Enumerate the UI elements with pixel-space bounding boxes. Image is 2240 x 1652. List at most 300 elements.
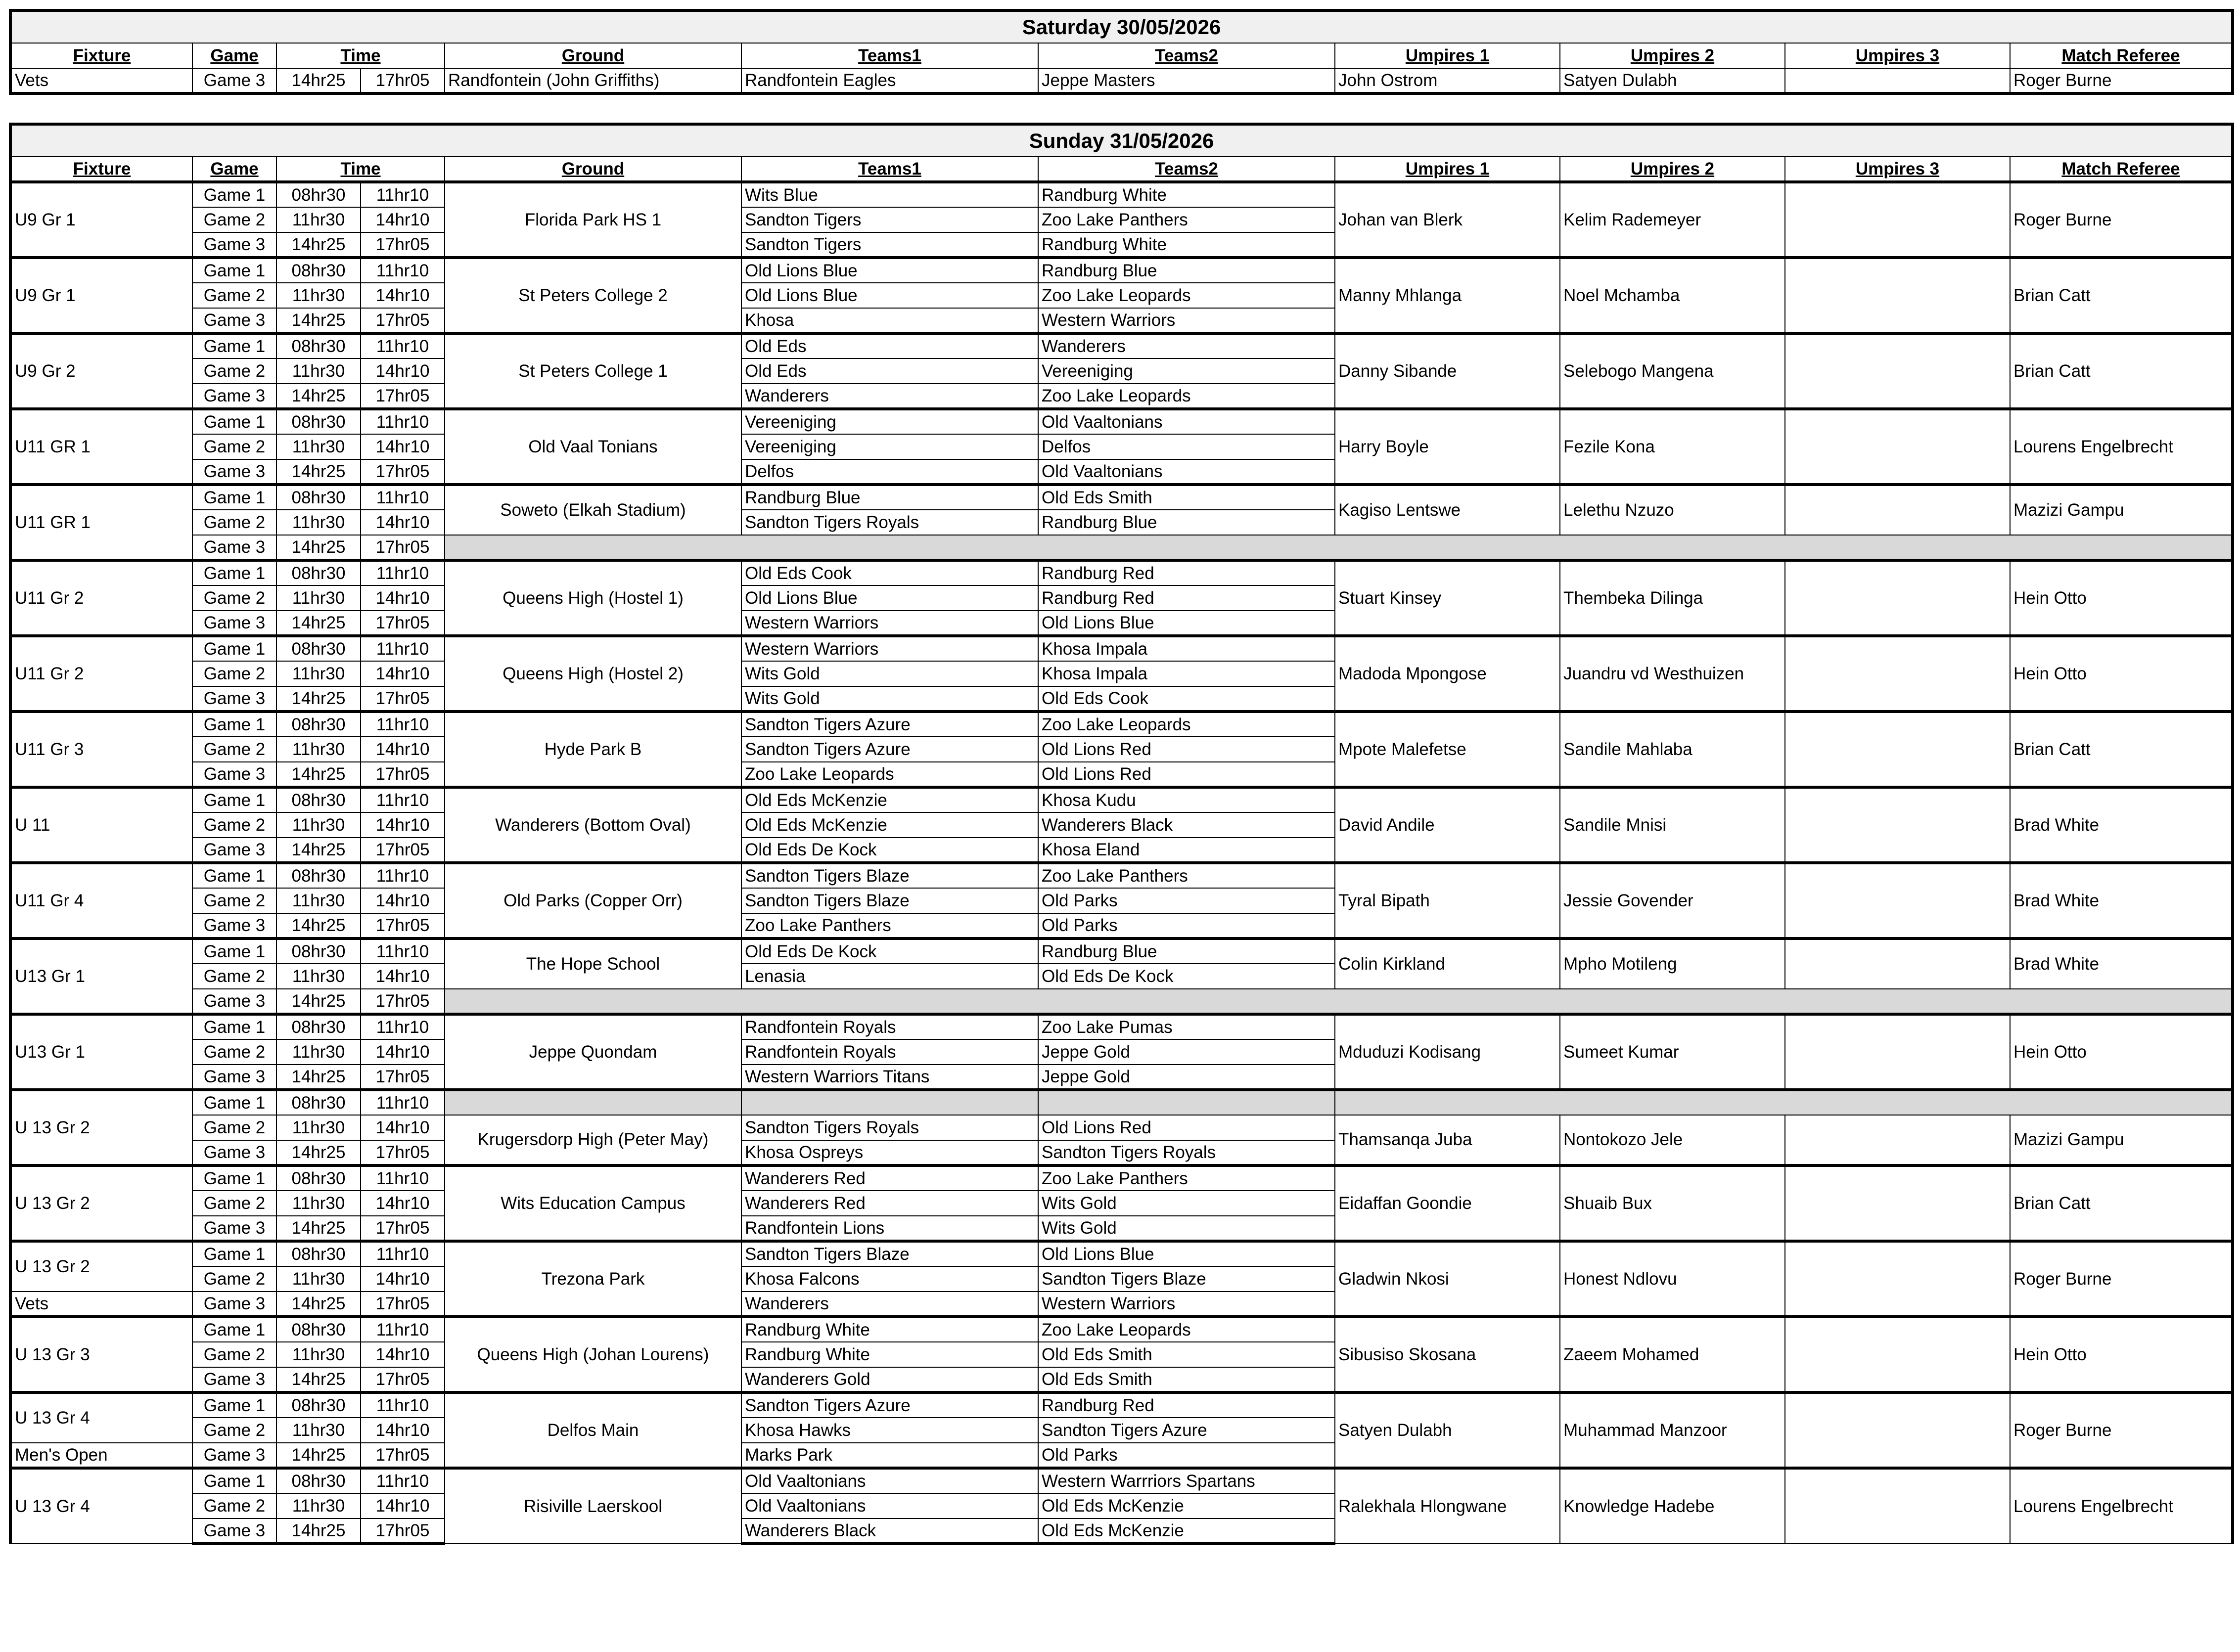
team1-cell xyxy=(741,1090,1038,1115)
table-row xyxy=(10,1115,2233,1140)
end-time-cell: 11hr10 xyxy=(361,1090,445,1115)
match-referee-cell: Brian Catt xyxy=(2010,258,2233,333)
match-referee-cell: Brad White xyxy=(2010,863,2233,938)
game-cell: Game 1 xyxy=(192,1392,276,1418)
umpire1-cell: John Ostrom xyxy=(1335,68,1560,93)
start-time-cell: 11hr30 xyxy=(276,1342,361,1367)
team2-cell: Zoo Lake Leopards xyxy=(1038,712,1335,737)
team1-cell: Wits Gold xyxy=(741,686,1038,712)
umpire1-cell: Tyral Bipath xyxy=(1335,863,1560,938)
end-time-cell: 11hr10 xyxy=(361,409,445,434)
game-cell: Game 3 xyxy=(192,459,276,485)
game-cell: Game 1 xyxy=(192,258,276,283)
game-cell: Game 3 xyxy=(192,1216,276,1241)
team2-cell: Western Warriors xyxy=(1038,1292,1335,1317)
team2-cell: Jeppe Gold xyxy=(1038,1039,1335,1065)
game-cell: Game 3 xyxy=(192,308,276,333)
header-time: Time xyxy=(276,43,445,68)
game-cell: Game 2 xyxy=(192,207,276,232)
match-referee-cell: Brian Catt xyxy=(2010,1165,2233,1241)
team2-cell: Old Eds Smith xyxy=(1038,1342,1335,1367)
umpire3-cell xyxy=(1785,485,2010,535)
umpire1-cell: Satyen Dulabh xyxy=(1335,1392,1560,1468)
start-time-cell: 11hr30 xyxy=(276,1266,361,1292)
fixture-cell: Vets xyxy=(10,68,192,93)
umpire2-cell: Selebogo Mangena xyxy=(1560,333,1785,409)
saturday-title: Saturday 30/05/2026 xyxy=(10,10,2233,43)
table-row xyxy=(10,258,2233,283)
end-time-cell: 11hr10 xyxy=(361,1241,445,1266)
game-cell: Game 2 xyxy=(192,888,276,913)
team2-cell: Old Eds De Kock xyxy=(1038,964,1335,989)
umpire3-cell xyxy=(1785,409,2010,485)
umpire3-cell xyxy=(1785,863,2010,938)
umpire3-cell xyxy=(1785,1165,2010,1241)
start-time-cell: 08hr30 xyxy=(276,182,361,207)
end-time-cell: 17hr05 xyxy=(361,68,445,93)
table-row xyxy=(10,485,2233,510)
start-time-cell: 08hr30 xyxy=(276,636,361,661)
ground-cell: Trezona Park xyxy=(445,1241,741,1317)
header-teams1: Teams1 xyxy=(741,157,1038,182)
team2-cell: Old Lions Blue xyxy=(1038,611,1335,636)
umpire2-cell: Muhammad Manzoor xyxy=(1560,1392,1785,1468)
team2-cell: Western Warriors xyxy=(1038,308,1335,333)
umpire3-cell xyxy=(1785,68,2010,93)
end-time-cell: 17hr05 xyxy=(361,308,445,333)
header-fixture: Fixture xyxy=(10,157,192,182)
fixture-cell: U 13 Gr 4 xyxy=(10,1392,192,1443)
game-cell: Game 3 xyxy=(192,913,276,938)
team1-cell: Khosa xyxy=(741,308,1038,333)
umpire1-cell: Stuart Kinsey xyxy=(1335,560,1560,636)
team2-cell: Old Eds Smith xyxy=(1038,485,1335,510)
match-referee-cell: Roger Burne xyxy=(2010,182,2233,258)
game-cell: Game 1 xyxy=(192,863,276,888)
sunday-schedule-table xyxy=(9,123,2234,1545)
start-time-cell: 08hr30 xyxy=(276,409,361,434)
table-row xyxy=(10,712,2233,737)
header-time: Time xyxy=(276,157,445,182)
umpire3-cell xyxy=(1785,1392,2010,1468)
end-time-cell: 17hr05 xyxy=(361,232,445,258)
saturday-header-row xyxy=(10,43,2233,68)
game-cell: Game 2 xyxy=(192,1266,276,1292)
team2-cell: Zoo Lake Leopards xyxy=(1038,384,1335,409)
umpire2-cell: Juandru vd Westhuizen xyxy=(1560,636,1785,712)
umpire2-cell: Knowledge Hadebe xyxy=(1560,1468,1785,1544)
team2-cell: Randburg White xyxy=(1038,182,1335,207)
team1-cell: Khosa Ospreys xyxy=(741,1140,1038,1165)
game-cell: Game 1 xyxy=(192,1014,276,1039)
end-time-cell: 14hr10 xyxy=(361,283,445,308)
team2-cell: Vereeniging xyxy=(1038,358,1335,384)
start-time-cell: 14hr25 xyxy=(276,1292,361,1317)
table-row xyxy=(10,938,2233,964)
umpire2-cell: Zaeem Mohamed xyxy=(1560,1317,1785,1392)
match-referee-cell: Lourens Engelbrecht xyxy=(2010,409,2233,485)
fixture-cell: U9 Gr 2 xyxy=(10,333,192,409)
umpire2-cell: Honest Ndlovu xyxy=(1560,1241,1785,1317)
umpire3-cell xyxy=(1785,938,2010,989)
fixture-cell: U11 Gr 2 xyxy=(10,636,192,712)
end-time-cell: 11hr10 xyxy=(361,182,445,207)
team2-cell: Old Vaaltonians xyxy=(1038,409,1335,434)
umpire3-cell xyxy=(1785,258,2010,333)
table-row xyxy=(10,1317,2233,1342)
game-cell: Game 3 xyxy=(192,1367,276,1392)
start-time-cell: 08hr30 xyxy=(276,938,361,964)
umpire3-cell xyxy=(1785,1241,2010,1317)
game-cell: Game 1 xyxy=(192,1317,276,1342)
game-cell: Game 3 xyxy=(192,1065,276,1090)
umpire2-cell: Fezile Kona xyxy=(1560,409,1785,485)
match-referee-cell: Hein Otto xyxy=(2010,1317,2233,1392)
umpire1-cell: Kagiso Lentswe xyxy=(1335,485,1560,535)
start-time-cell: 11hr30 xyxy=(276,207,361,232)
team2-cell: Wanderers Black xyxy=(1038,812,1335,838)
match-referee-cell: Roger Burne xyxy=(2010,68,2233,93)
umpire2-cell: Lelethu Nzuzo xyxy=(1560,485,1785,535)
team2-cell: Old Parks xyxy=(1038,1443,1335,1468)
team1-cell: Randfontein Eagles xyxy=(741,68,1038,93)
end-time-cell: 17hr05 xyxy=(361,1140,445,1165)
team2-cell: Randburg White xyxy=(1038,232,1335,258)
umpire1-cell: Harry Boyle xyxy=(1335,409,1560,485)
end-time-cell: 17hr05 xyxy=(361,838,445,863)
end-time-cell: 11hr10 xyxy=(361,1317,445,1342)
umpire3-cell xyxy=(1785,712,2010,787)
team2-cell: Khosa Impala xyxy=(1038,636,1335,661)
start-time-cell: 11hr30 xyxy=(276,1115,361,1140)
fixture-cell: U11 Gr 4 xyxy=(10,863,192,938)
header-ground: Ground xyxy=(445,157,741,182)
header-umpires3: Umpires 3 xyxy=(1785,43,2010,68)
end-time-cell: 17hr05 xyxy=(361,1216,445,1241)
end-time-cell: 11hr10 xyxy=(361,560,445,585)
team2-cell: Khosa Kudu xyxy=(1038,787,1335,812)
team1-cell: Sandton Tigers Royals xyxy=(741,510,1038,535)
game-cell: Game 2 xyxy=(192,1039,276,1065)
team2-cell: Old Eds McKenzie xyxy=(1038,1493,1335,1518)
start-time-cell: 11hr30 xyxy=(276,661,361,686)
fixture-cell: U 13 Gr 3 xyxy=(10,1317,192,1392)
game-cell: Game 3 xyxy=(192,838,276,863)
fixture-cell: U11 GR 1 xyxy=(10,409,192,485)
umpire3-cell xyxy=(1785,1317,2010,1392)
team1-cell: Old Eds McKenzie xyxy=(741,812,1038,838)
team1-cell: Sandton Tigers Azure xyxy=(741,712,1038,737)
team1-cell: Western Warriors Titans xyxy=(741,1065,1038,1090)
team1-cell: Old Eds McKenzie xyxy=(741,787,1038,812)
team2-cell: Zoo Lake Leopards xyxy=(1038,1317,1335,1342)
game-cell: Game 3 xyxy=(192,1518,276,1544)
team1-cell: Delfos xyxy=(741,459,1038,485)
game-cell: Game 2 xyxy=(192,510,276,535)
umpire2-cell: Sumeet Kumar xyxy=(1560,1014,1785,1090)
game-cell: Game 2 xyxy=(192,585,276,611)
umpire3-cell xyxy=(1785,1014,2010,1090)
team1-cell: Wanderers xyxy=(741,1292,1038,1317)
game-cell: Game 2 xyxy=(192,434,276,459)
start-time-cell: 11hr30 xyxy=(276,1493,361,1518)
umpire3-cell xyxy=(1785,787,2010,863)
table-row xyxy=(10,1392,2233,1418)
team1-cell: Old Eds xyxy=(741,333,1038,358)
team2-cell: Old Eds McKenzie xyxy=(1038,1518,1335,1544)
table-row xyxy=(10,182,2233,207)
header-ground: Ground xyxy=(445,43,741,68)
game-cell: Game 2 xyxy=(192,661,276,686)
end-time-cell: 14hr10 xyxy=(361,358,445,384)
team1-cell: Sandton Tigers Blaze xyxy=(741,888,1038,913)
umpire1-cell: Ralekhala Hlongwane xyxy=(1335,1468,1560,1544)
start-time-cell: 11hr30 xyxy=(276,812,361,838)
start-time-cell: 14hr25 xyxy=(276,1367,361,1392)
fixture-cell: U13 Gr 1 xyxy=(10,938,192,1014)
ground-cell: Queens High (Johan Lourens) xyxy=(445,1317,741,1392)
start-time-cell: 08hr30 xyxy=(276,1090,361,1115)
start-time-cell: 11hr30 xyxy=(276,585,361,611)
match-referee-cell: Mazizi Gampu xyxy=(2010,1115,2233,1165)
team1-cell: Western Warriors xyxy=(741,611,1038,636)
match-referee-cell: Brian Catt xyxy=(2010,333,2233,409)
start-time-cell: 11hr30 xyxy=(276,1039,361,1065)
match-referee-cell: Roger Burne xyxy=(2010,1392,2233,1468)
team1-cell: Marks Park xyxy=(741,1443,1038,1468)
sunday-header-row xyxy=(10,157,2233,182)
game-cell: Game 3 xyxy=(192,989,276,1014)
umpire2-cell: Jessie Govender xyxy=(1560,863,1785,938)
ground-cell: Delfos Main xyxy=(445,1392,741,1468)
team2-cell: Wits Gold xyxy=(1038,1191,1335,1216)
team2-cell: Old Eds Cook xyxy=(1038,686,1335,712)
umpire1-cell: Colin Kirkland xyxy=(1335,938,1560,989)
umpire1-cell: Johan van Blerk xyxy=(1335,182,1560,258)
end-time-cell: 17hr05 xyxy=(361,1292,445,1317)
end-time-cell: 17hr05 xyxy=(361,1443,445,1468)
team1-cell: Old Eds De Kock xyxy=(741,938,1038,964)
team2-cell: Khosa Impala xyxy=(1038,661,1335,686)
end-time-cell: 17hr05 xyxy=(361,384,445,409)
match-referee-cell: Mazizi Gampu xyxy=(2010,485,2233,535)
fixture-cell: U 13 Gr 2 xyxy=(10,1165,192,1241)
umpire1-cell: Mduduzi Kodisang xyxy=(1335,1014,1560,1090)
game-cell: Game 3 xyxy=(192,1443,276,1468)
start-time-cell: 08hr30 xyxy=(276,258,361,283)
team2-cell: Old Parks xyxy=(1038,913,1335,938)
end-time-cell: 17hr05 xyxy=(361,459,445,485)
end-time-cell: 17hr05 xyxy=(361,989,445,1014)
fixture-cell: U 11 xyxy=(10,787,192,863)
end-time-cell: 17hr05 xyxy=(361,762,445,787)
game-cell: Game 2 xyxy=(192,812,276,838)
team1-cell: Old Eds De Kock xyxy=(741,838,1038,863)
team1-cell: Sandton Tigers Royals xyxy=(741,1115,1038,1140)
umpire2-cell: Mpho Motileng xyxy=(1560,938,1785,989)
start-time-cell: 08hr30 xyxy=(276,1468,361,1493)
end-time-cell: 11hr10 xyxy=(361,1468,445,1493)
ground-cell: Old Parks (Copper Orr) xyxy=(445,863,741,938)
end-time-cell: 14hr10 xyxy=(361,661,445,686)
game-cell: Game 3 xyxy=(192,1292,276,1317)
game-cell: Game 3 xyxy=(192,232,276,258)
start-time-cell: 14hr25 xyxy=(276,989,361,1014)
start-time-cell: 08hr30 xyxy=(276,787,361,812)
end-time-cell: 14hr10 xyxy=(361,207,445,232)
ground-cell: Wits Education Campus xyxy=(445,1165,741,1241)
table-row xyxy=(10,1468,2233,1493)
end-time-cell: 14hr10 xyxy=(361,1266,445,1292)
end-time-cell: 17hr05 xyxy=(361,1065,445,1090)
team1-cell: Zoo Lake Leopards xyxy=(741,762,1038,787)
start-time-cell: 14hr25 xyxy=(276,611,361,636)
end-time-cell: 17hr05 xyxy=(361,913,445,938)
game-cell: Game 2 xyxy=(192,283,276,308)
team2-cell: Sandton Tigers Azure xyxy=(1038,1418,1335,1443)
team2-cell: Old Lions Blue xyxy=(1038,1241,1335,1266)
header-umpires1: Umpires 1 xyxy=(1335,157,1560,182)
header-umpires2: Umpires 2 xyxy=(1560,157,1785,182)
end-time-cell: 11hr10 xyxy=(361,938,445,964)
game-cell: Game 2 xyxy=(192,1418,276,1443)
unassigned-row-cell xyxy=(445,535,2233,560)
team1-cell: Sandton Tigers Azure xyxy=(741,737,1038,762)
end-time-cell: 11hr10 xyxy=(361,636,445,661)
fixture-cell: U 13 Gr 2 xyxy=(10,1090,192,1165)
team2-cell: Randburg Blue xyxy=(1038,258,1335,283)
table-row xyxy=(10,636,2233,661)
umpire2-cell: Thembeka Dilinga xyxy=(1560,560,1785,636)
saturday-schedule-table xyxy=(9,9,2234,95)
team1-cell: Old Vaaltonians xyxy=(741,1468,1038,1493)
team1-cell: Zoo Lake Panthers xyxy=(741,913,1038,938)
start-time-cell: 14hr25 xyxy=(276,1443,361,1468)
umpire2-cell: Sandile Mahlaba xyxy=(1560,712,1785,787)
team1-cell: Khosa Hawks xyxy=(741,1418,1038,1443)
match-referee-cell: Roger Burne xyxy=(2010,1241,2233,1317)
ground-cell: Krugersdorp High (Peter May) xyxy=(445,1115,741,1165)
team2-cell: Sandton Tigers Royals xyxy=(1038,1140,1335,1165)
header-match-referee: Match Referee xyxy=(2010,43,2233,68)
match-referee-cell: Brad White xyxy=(2010,938,2233,989)
start-time-cell: 08hr30 xyxy=(276,560,361,585)
umpire3-cell xyxy=(1785,1115,2010,1165)
team1-cell: Western Warriors xyxy=(741,636,1038,661)
header-game: Game xyxy=(192,157,276,182)
end-time-cell: 17hr05 xyxy=(361,535,445,560)
umpire2-cell: Noel Mchamba xyxy=(1560,258,1785,333)
table-row xyxy=(10,989,2233,1014)
team2-cell: Old Lions Red xyxy=(1038,1115,1335,1140)
end-time-cell: 17hr05 xyxy=(361,1367,445,1392)
header-match-referee: Match Referee xyxy=(2010,157,2233,182)
umpire1-cell: Manny Mhlanga xyxy=(1335,258,1560,333)
start-time-cell: 11hr30 xyxy=(276,283,361,308)
match-referee-cell: Lourens Engelbrecht xyxy=(2010,1468,2233,1544)
team1-cell: Wanderers Red xyxy=(741,1191,1038,1216)
table-row xyxy=(10,535,2233,560)
ground-cell: St Peters College 2 xyxy=(445,258,741,333)
table-row xyxy=(10,560,2233,585)
team2-cell: Wanderers xyxy=(1038,333,1335,358)
start-time-cell: 14hr25 xyxy=(276,913,361,938)
game-cell: Game 2 xyxy=(192,1115,276,1140)
team1-cell: Wits Blue xyxy=(741,182,1038,207)
ground-cell: Soweto (Elkah Stadium) xyxy=(445,485,741,535)
team1-cell: Old Eds xyxy=(741,358,1038,384)
end-time-cell: 14hr10 xyxy=(361,1418,445,1443)
start-time-cell: 14hr25 xyxy=(276,308,361,333)
game-cell: Game 1 xyxy=(192,787,276,812)
team2-cell: Randburg Blue xyxy=(1038,938,1335,964)
team1-cell: Randfontein Lions xyxy=(741,1216,1038,1241)
game-cell: Game 2 xyxy=(192,737,276,762)
end-time-cell: 11hr10 xyxy=(361,863,445,888)
ground-cell: Hyde Park B xyxy=(445,712,741,787)
fixture-cell: U11 Gr 2 xyxy=(10,560,192,636)
start-time-cell: 08hr30 xyxy=(276,1165,361,1191)
start-time-cell: 11hr30 xyxy=(276,888,361,913)
header-teams1: Teams1 xyxy=(741,43,1038,68)
team2-cell: Old Lions Red xyxy=(1038,737,1335,762)
header-umpires3: Umpires 3 xyxy=(1785,157,2010,182)
team1-cell: Wanderers Black xyxy=(741,1518,1038,1544)
start-time-cell: 14hr25 xyxy=(276,535,361,560)
team2-cell: Old Vaaltonians xyxy=(1038,459,1335,485)
ground-cell: St Peters College 1 xyxy=(445,333,741,409)
team1-cell: Sandton Tigers Azure xyxy=(741,1392,1038,1418)
end-time-cell: 11hr10 xyxy=(361,485,445,510)
start-time-cell: 08hr30 xyxy=(276,1014,361,1039)
start-time-cell: 08hr30 xyxy=(276,1317,361,1342)
end-time-cell: 14hr10 xyxy=(361,585,445,611)
team1-cell: Wanderers xyxy=(741,384,1038,409)
fixture-cell: Men's Open xyxy=(10,1443,192,1468)
match-referee-cell: Hein Otto xyxy=(2010,1014,2233,1090)
table-row xyxy=(10,1165,2233,1191)
game-cell: Game 1 xyxy=(192,1090,276,1115)
table-row xyxy=(10,1241,2233,1266)
ground-cell: The Hope School xyxy=(445,938,741,989)
team2-cell: Jeppe Gold xyxy=(1038,1065,1335,1090)
fixture-cell: U11 GR 1 xyxy=(10,485,192,560)
team1-cell: Wanderers Gold xyxy=(741,1367,1038,1392)
team2-cell: Zoo Lake Leopards xyxy=(1038,283,1335,308)
table-row xyxy=(10,787,2233,812)
unassigned-row-cell xyxy=(445,989,2233,1014)
start-time-cell: 08hr30 xyxy=(276,1392,361,1418)
fixture-cell: U13 Gr 1 xyxy=(10,1014,192,1090)
table-row xyxy=(10,863,2233,888)
game-cell: Game 3 xyxy=(192,1140,276,1165)
game-cell: Game 2 xyxy=(192,1493,276,1518)
game-cell: Game 2 xyxy=(192,1342,276,1367)
end-time-cell: 14hr10 xyxy=(361,510,445,535)
game-cell: Game 3 xyxy=(192,762,276,787)
umpire1-cell: David Andile xyxy=(1335,787,1560,863)
game-cell: Game 3 xyxy=(192,686,276,712)
team1-cell: Randburg White xyxy=(741,1317,1038,1342)
team2-cell: Delfos xyxy=(1038,434,1335,459)
game-cell: Game 2 xyxy=(192,1191,276,1216)
start-time-cell: 08hr30 xyxy=(276,712,361,737)
team1-cell: Randfontein Royals xyxy=(741,1039,1038,1065)
ground-cell: Risiville Laerskool xyxy=(445,1468,741,1544)
team1-cell: Khosa Falcons xyxy=(741,1266,1038,1292)
start-time-cell: 11hr30 xyxy=(276,1191,361,1216)
start-time-cell: 14hr25 xyxy=(276,762,361,787)
